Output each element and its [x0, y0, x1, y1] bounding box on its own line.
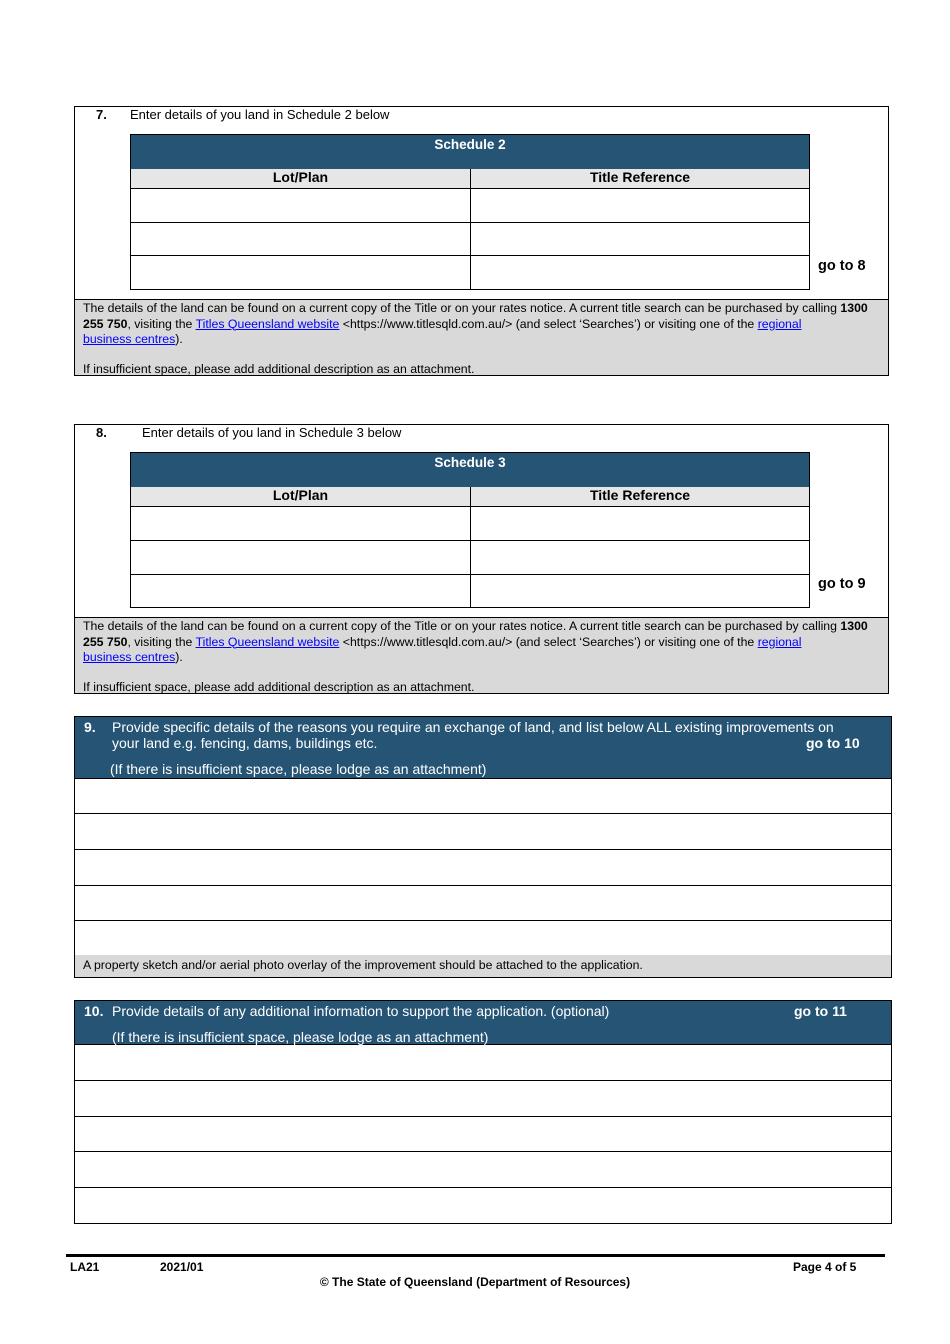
- note-text-mid: <https://www.titlesqld.com.au/> (and select ‘Searches’) or visiting one of the: [339, 316, 758, 331]
- note-text-1: The details of the land can be found on a current copy of the Title or on your rates notice. A current title search can be purchased by calling: [83, 301, 837, 315]
- regional-centres-link[interactable]: regional: [757, 316, 802, 331]
- question-10-sub: (If there is insufficient space, please lodge as an attachment): [112, 1029, 489, 1045]
- schedule-3-row-3-title-ref[interactable]: [470, 574, 810, 608]
- question-9-goto: go to 10: [806, 735, 860, 751]
- schedule-2-row-1-lotplan[interactable]: [130, 188, 471, 223]
- titles-queensland-link[interactable]: Titles Queensland website: [195, 634, 340, 649]
- schedule-2-col-lotplan: Lot/Plan: [130, 169, 471, 189]
- question-9-sub: (If there is insufficient space, please lodge as an attachment): [110, 761, 487, 777]
- note-visiting: , visiting the: [127, 316, 196, 331]
- schedule-3-row-3-lotplan[interactable]: [130, 574, 471, 608]
- question-9-number: 9.: [84, 719, 96, 735]
- question-9-line-input-2[interactable]: [74, 813, 892, 850]
- question-7-note: [74, 299, 889, 376]
- business-centres-link[interactable]: business centres: [83, 650, 176, 664]
- schedule-2-col-title-ref: Title Reference: [470, 169, 810, 189]
- footer-form-code: LA21: [70, 1260, 100, 1274]
- question-9-line-1: Provide specific details of the reasons you require an exchange of land, and list below ALL existing improvements on: [112, 719, 834, 735]
- footer-version: 2021/01: [160, 1260, 204, 1274]
- note-end: ).: [175, 650, 183, 664]
- question-9-line-input-4[interactable]: [74, 885, 892, 921]
- note-text-1: The details of the land can be found on a current copy of the Title or on your rates notice. A current title search can be purchased by calling: [83, 619, 837, 633]
- question-10-line-input-2[interactable]: [74, 1080, 892, 1117]
- footer-rule: [66, 1254, 885, 1257]
- note-text-mid: <https://www.titlesqld.com.au/> (and select ‘Searches’) or visiting one of the: [339, 634, 758, 649]
- question-9-line-2: your land e.g. fencing, dams, buildings etc.: [112, 735, 378, 751]
- question-10-number: 10.: [84, 1003, 104, 1019]
- note-insufficient: If insufficient space, please add additional description as an attachment.: [83, 679, 475, 694]
- note-phone: 1300 255 750: [83, 619, 868, 649]
- question-8-text: Enter details of you land in Schedule 3 below: [142, 425, 402, 440]
- schedule-2-row-1-title-ref[interactable]: [470, 188, 810, 223]
- footer-page-number: Page 4 of 5: [793, 1260, 857, 1274]
- schedule-2-row-2-title-ref[interactable]: [470, 222, 810, 256]
- question-10-line-input-3[interactable]: [74, 1116, 892, 1152]
- business-centres-link[interactable]: business centres: [83, 332, 176, 346]
- question-9-line-input-5[interactable]: [74, 920, 892, 956]
- schedule-3-row-2-lotplan[interactable]: [130, 540, 471, 575]
- question-9-line-input-1[interactable]: [74, 778, 892, 814]
- schedule-2-row-2-lotplan[interactable]: [130, 222, 471, 256]
- question-8-goto: go to 9: [818, 576, 866, 592]
- schedule-3-row-1-lotplan[interactable]: [130, 506, 471, 541]
- question-10-header: [74, 1000, 892, 1045]
- schedule-3-col-lotplan: Lot/Plan: [130, 487, 471, 507]
- schedule-2-row-3-lotplan[interactable]: [130, 255, 471, 290]
- question-10-line-input-1[interactable]: [74, 1044, 892, 1081]
- footer-copyright: © The State of Queensland (Department of Resources): [319, 1275, 631, 1289]
- question-9-footnote: A property sketch and/or aerial photo overlay of the improvement should be attached to the application.: [74, 955, 892, 978]
- note-phone: 1300 255 750: [83, 301, 868, 331]
- question-7-number: 7.: [96, 107, 107, 122]
- question-9-header: [74, 716, 892, 779]
- schedule-3-title: Schedule 3: [130, 452, 810, 488]
- titles-queensland-link[interactable]: Titles Queensland website: [195, 316, 340, 331]
- schedule-2-row-3-title-ref[interactable]: [470, 255, 810, 290]
- schedule-3-col-title-ref: Title Reference: [470, 487, 810, 507]
- question-7-text: Enter details of you land in Schedule 2 below: [130, 107, 390, 122]
- schedule-3-row-1-title-ref[interactable]: [470, 506, 810, 541]
- question-8-note: [74, 617, 889, 694]
- question-8-number: 8.: [96, 425, 107, 440]
- note-insufficient: If insufficient space, please add additional description as an attachment.: [83, 361, 475, 376]
- question-10-line-1: Provide details of any additional information to support the application. (optional): [112, 1003, 610, 1019]
- question-10-goto: go to 11: [794, 1003, 847, 1019]
- regional-centres-link[interactable]: regional: [757, 634, 802, 649]
- question-9-line-input-3[interactable]: [74, 849, 892, 886]
- question-10-line-input-4[interactable]: [74, 1151, 892, 1188]
- question-10-line-input-5[interactable]: [74, 1187, 892, 1224]
- note-visiting: , visiting the: [127, 634, 196, 649]
- question-7-goto: go to 8: [818, 258, 866, 274]
- schedule-3-row-2-title-ref[interactable]: [470, 540, 810, 575]
- schedule-2-title: Schedule 2: [130, 134, 810, 170]
- note-end: ).: [175, 332, 183, 346]
